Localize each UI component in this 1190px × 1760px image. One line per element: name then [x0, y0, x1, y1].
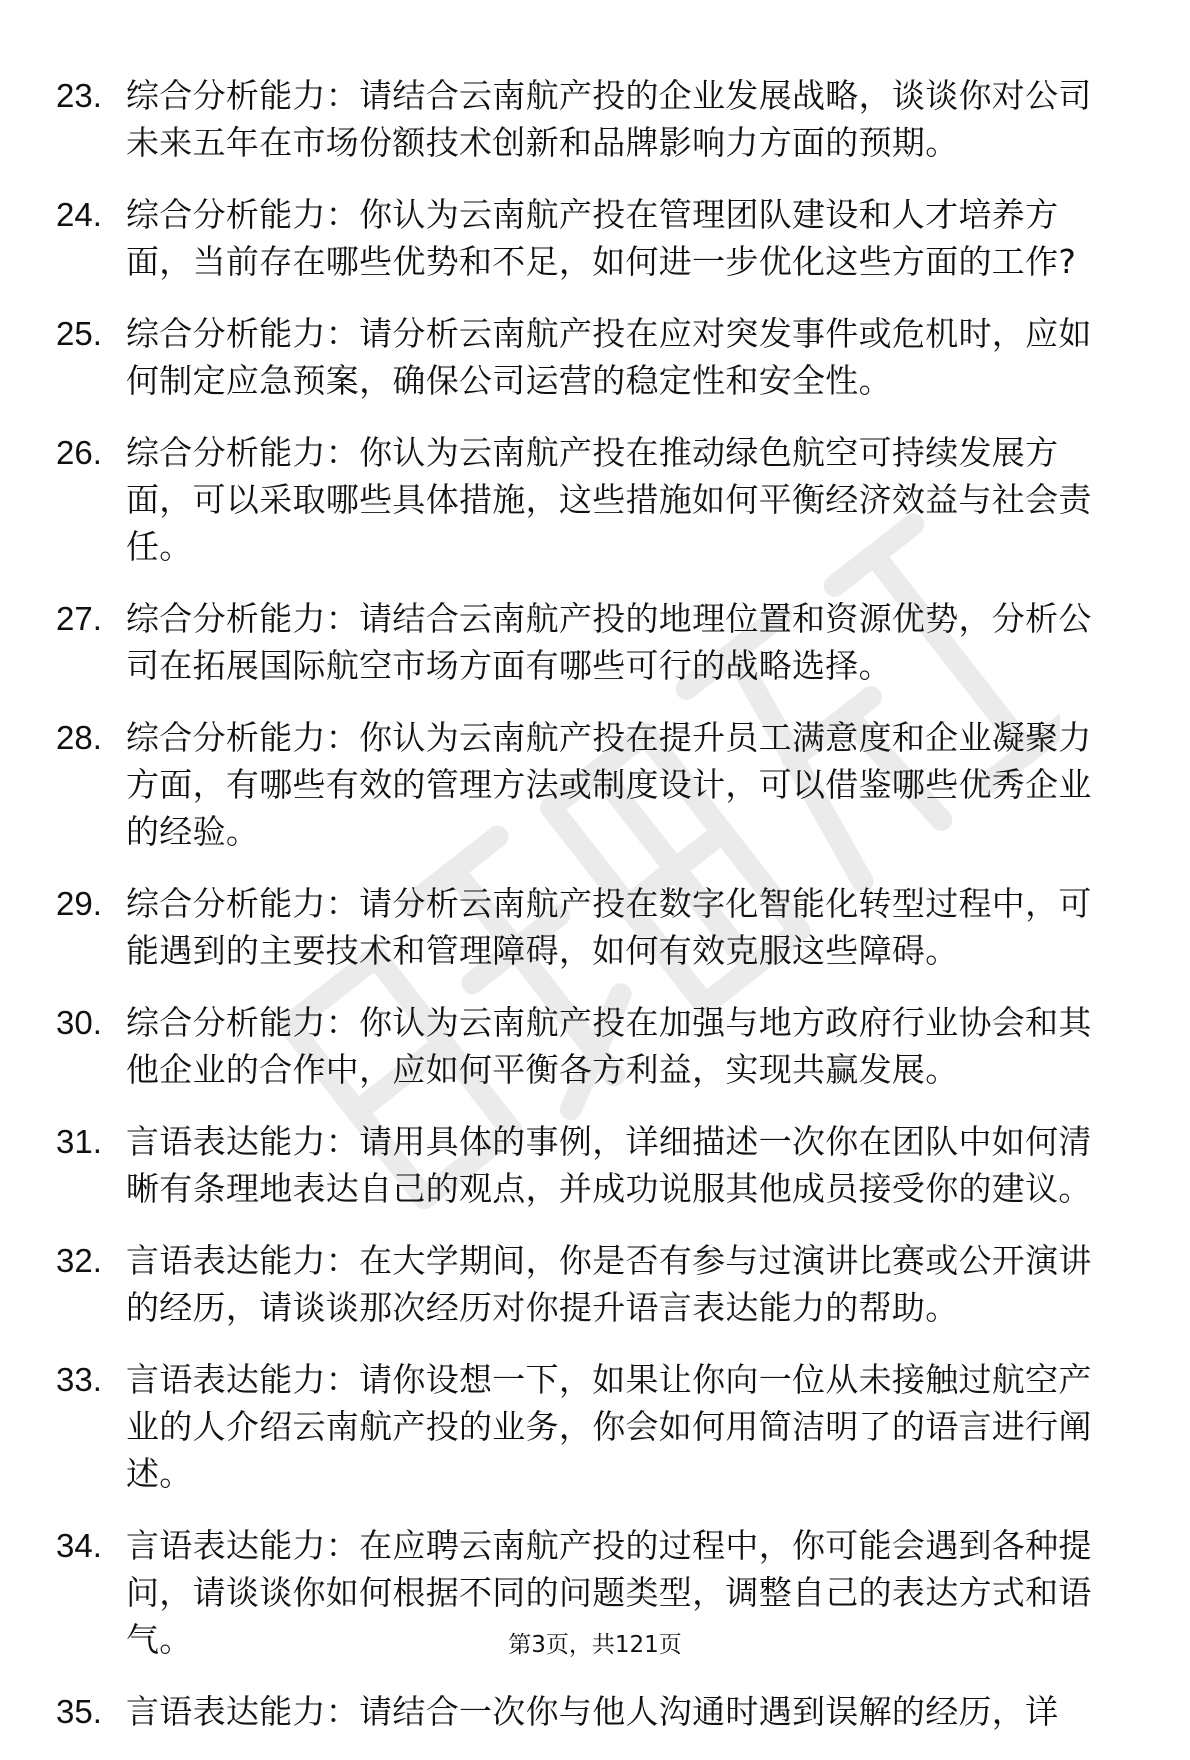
question-item [56, 429, 1116, 570]
question-number: 31. [56, 1123, 102, 1160]
question-item [56, 1356, 1116, 1497]
question-number: 29. [56, 885, 102, 922]
question-item [56, 1688, 1116, 1735]
question-item [56, 191, 1116, 285]
question-number: 26. [56, 434, 102, 471]
question-text: 言语表达能力：在大学期间，你是否有参与过演讲比赛或公开演讲的经历，请谈谈那次经历对你提升语言表达能力的帮助。 [126, 1241, 1092, 1327]
question-number: 35. [56, 1693, 102, 1730]
question-item [56, 880, 1116, 974]
question-text: 综合分析能力：你认为云南航产投在提升员工满意度和企业凝聚力方面，有哪些有效的管理方法或制度设计，可以借鉴哪些优秀企业的经验。 [126, 718, 1092, 851]
question-item [56, 1118, 1116, 1212]
page-number-label: 第3页，共121页 [508, 1632, 682, 1658]
question-text: 言语表达能力：请结合一次你与他人沟通时遇到误解的经历，详 [126, 1692, 1059, 1731]
question-number: 34. [56, 1527, 102, 1564]
question-text: 综合分析能力：请分析云南航产投在应对突发事件或危机时，应如何制定应急预案，确保公司运营的稳定性和安全性。 [126, 314, 1092, 400]
question-text: 综合分析能力：请结合云南航产投的地理位置和资源优势，分析公司在拓展国际航空市场方面有哪些可行的战略选择。 [126, 599, 1092, 685]
question-number: 30. [56, 1004, 102, 1041]
question-text: 综合分析能力：请结合云南航产投的企业发展战略，谈谈你对公司未来五年在市场份额技术创新和品牌影响力方面的预期。 [126, 76, 1092, 162]
question-text: 言语表达能力：在应聘云南航产投的过程中，你可能会遇到各种提问，请谈谈你如何根据不同的问题类型，调整自己的表达方式和语气。 [126, 1526, 1092, 1659]
question-text: 综合分析能力：请分析云南航产投在数字化智能化转型过程中，可能遇到的主要技术和管理障碍，如何有效克服这些障碍。 [126, 884, 1092, 970]
question-item [56, 999, 1116, 1093]
question-text: 综合分析能力：你认为云南航产投在管理团队建设和人才培养方面，当前存在哪些优势和不足，如何进一步优化这些方面的工作? [126, 195, 1077, 281]
question-item [56, 595, 1116, 689]
question-text: 综合分析能力：你认为云南航产投在推动绿色航空可持续发展方面，可以采取哪些具体措施，这些措施如何平衡经济效益与社会责任。 [126, 433, 1092, 566]
question-item [56, 1237, 1116, 1331]
question-item [56, 310, 1116, 404]
question-text: 综合分析能力：你认为云南航产投在加强与地方政府行业协会和其他企业的合作中，应如何平衡各方利益，实现共赢发展。 [126, 1003, 1092, 1089]
question-number: 27. [56, 600, 102, 637]
question-number: 33. [56, 1361, 102, 1398]
question-text: 言语表达能力：请你设想一下，如果让你向一位从未接触过航空产业的人介绍云南航产投的业务，你会如何用简洁明了的语言进行阐述。 [126, 1360, 1092, 1493]
question-item [56, 714, 1116, 855]
question-number: 28. [56, 719, 102, 756]
question-number: 24. [56, 196, 102, 233]
question-number: 25. [56, 315, 102, 352]
question-text: 言语表达能力：请用具体的事例，详细描述一次你在团队中如何清晰有条理地表达自己的观点，并成功说服其他成员接受你的建议。 [126, 1122, 1092, 1208]
question-list [56, 72, 1116, 1760]
question-item [56, 72, 1116, 166]
question-number: 23. [56, 77, 102, 114]
question-number: 32. [56, 1242, 102, 1279]
page-footer [0, 1630, 1190, 1660]
